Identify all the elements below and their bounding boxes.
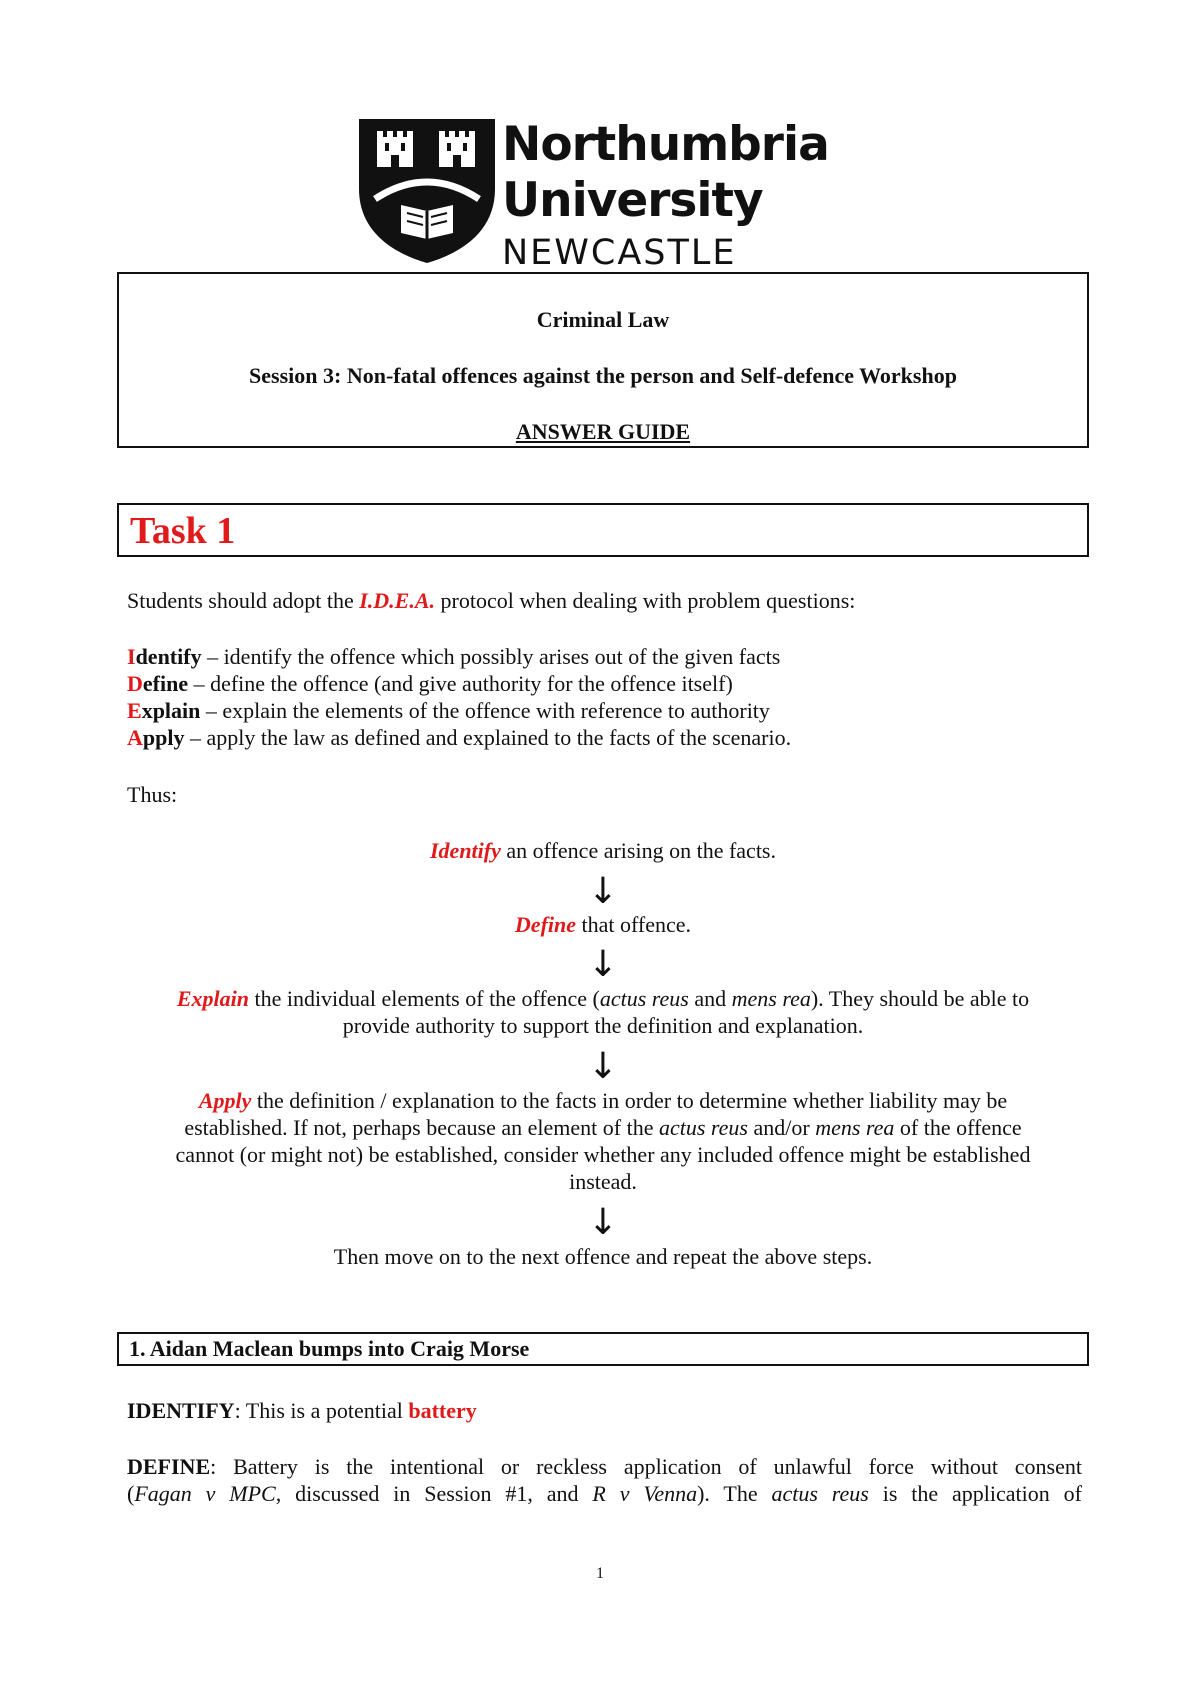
flow-italic: mens rea bbox=[731, 986, 811, 1011]
step-description: – explain the elements of the offence with reference to authority bbox=[200, 698, 770, 723]
down-arrow-icon: ↓ bbox=[587, 1202, 619, 1243]
university-logo bbox=[357, 117, 829, 273]
case-name: Fagan v MPC, bbox=[134, 1481, 282, 1506]
flow-explain-line2: provide authority to support the definition and explanation. bbox=[342, 1013, 864, 1038]
flow-keyword: Explain bbox=[176, 986, 249, 1011]
flow-italic: mens rea bbox=[815, 1115, 895, 1140]
flow-apply bbox=[117, 1087, 1089, 1115]
flow-then: Then move on to the next offence and repeat the above steps. bbox=[333, 1244, 873, 1269]
define-text: is the application of bbox=[868, 1481, 1082, 1506]
identify-paragraph bbox=[127, 1397, 477, 1425]
flow-apply-line4: instead. bbox=[569, 1169, 637, 1194]
define-text: ). The bbox=[697, 1481, 772, 1506]
logo-newcastle: NEWCASTLE bbox=[502, 233, 737, 273]
task-title: Task 1 bbox=[130, 510, 236, 552]
task-heading-box bbox=[117, 503, 1089, 557]
flow-keyword: Apply bbox=[198, 1088, 252, 1113]
session-title: Session 3: Non-fatal offences against the person and Self-defence Workshop bbox=[249, 363, 957, 388]
flow-text: ). They should be able to bbox=[810, 986, 1030, 1011]
flow-keyword: Define bbox=[514, 912, 577, 937]
logo-northumbria: Northumbria bbox=[502, 117, 829, 172]
define-paragraph-line2 bbox=[127, 1480, 1082, 1508]
intro-text-end: protocol when dealing with problem questions: bbox=[435, 588, 856, 613]
idea-acronym: I.D.E.A. bbox=[359, 588, 436, 613]
down-arrow-icon: ↓ bbox=[587, 1046, 619, 1087]
define-paragraph-line1 bbox=[127, 1453, 1082, 1481]
flow-apply-line3: cannot (or might not) be established, consider whether any included offence might be established bbox=[175, 1142, 1031, 1167]
define-text: discussed in Session #1, and bbox=[281, 1481, 593, 1506]
flow-keyword: Identify bbox=[430, 838, 501, 863]
battery-keyword: battery bbox=[408, 1398, 477, 1423]
course-title: Criminal Law bbox=[536, 307, 670, 332]
flow-text: the definition / explanation to the facts in order to determine whether liability may be bbox=[251, 1088, 1008, 1113]
define-label: DEFINE bbox=[127, 1454, 211, 1479]
identify-label: IDENTIFY bbox=[127, 1398, 235, 1423]
idea-step-apply bbox=[127, 724, 791, 752]
step-initial: I bbox=[127, 644, 136, 669]
section-heading-box bbox=[117, 1332, 1089, 1366]
flow-text: and bbox=[688, 986, 732, 1011]
idea-step-identify bbox=[127, 643, 780, 671]
case-name: R v Venna bbox=[592, 1481, 698, 1506]
step-word: efine bbox=[142, 671, 189, 696]
thus-label: Thus: bbox=[127, 782, 178, 807]
step-initial: D bbox=[127, 671, 143, 696]
castle-shield-icon bbox=[357, 117, 497, 265]
step-word: dentify bbox=[135, 644, 202, 669]
flow-italic: actus reus bbox=[599, 986, 689, 1011]
step-description: – apply the law as defined and explained to the facts of the scenario. bbox=[184, 725, 792, 750]
flow-define bbox=[117, 911, 1089, 939]
idea-step-define bbox=[127, 670, 733, 698]
step-word: xplain bbox=[141, 698, 201, 723]
step-description: – define the offence (and give authority for the offence itself) bbox=[188, 671, 733, 696]
intro-text: Students should adopt the bbox=[127, 588, 360, 613]
define-text: : Battery is the intentional or reckless application of unlawful force without consent bbox=[210, 1454, 1082, 1479]
actus-reus-term: actus reus bbox=[771, 1481, 869, 1506]
idea-step-explain bbox=[127, 697, 770, 725]
logo-university: University bbox=[502, 173, 763, 228]
flow-text: an offence arising on the facts. bbox=[500, 838, 776, 863]
page-number: 1 bbox=[596, 1565, 604, 1582]
flow-text: that offence. bbox=[576, 912, 692, 937]
flow-text: the individual elements of the offence ( bbox=[248, 986, 600, 1011]
step-word: pply bbox=[142, 725, 185, 750]
flow-italic: actus reus bbox=[658, 1115, 748, 1140]
flow-apply-line2 bbox=[117, 1114, 1089, 1142]
step-initial: A bbox=[127, 725, 143, 750]
define-text: ( bbox=[127, 1481, 135, 1506]
logo-wordmark bbox=[502, 117, 832, 277]
step-description: – identify the offence which possibly arises out of the given facts bbox=[201, 644, 781, 669]
intro-paragraph bbox=[127, 587, 855, 615]
down-arrow-icon: ↓ bbox=[587, 871, 619, 912]
flow-text: and/or bbox=[747, 1115, 816, 1140]
section-heading: 1. Aidan Maclean bumps into Craig Morse bbox=[129, 1336, 530, 1361]
identify-text: : This is a potential bbox=[234, 1398, 409, 1423]
answer-guide-label: ANSWER GUIDE bbox=[515, 419, 691, 444]
step-initial: E bbox=[127, 698, 142, 723]
flow-explain bbox=[117, 985, 1089, 1013]
title-box bbox=[117, 272, 1089, 448]
down-arrow-icon: ↓ bbox=[587, 944, 619, 985]
flow-text: established. If not, perhaps because an element of the bbox=[184, 1115, 659, 1140]
flow-identify bbox=[117, 837, 1089, 865]
flow-text: of the offence bbox=[894, 1115, 1022, 1140]
